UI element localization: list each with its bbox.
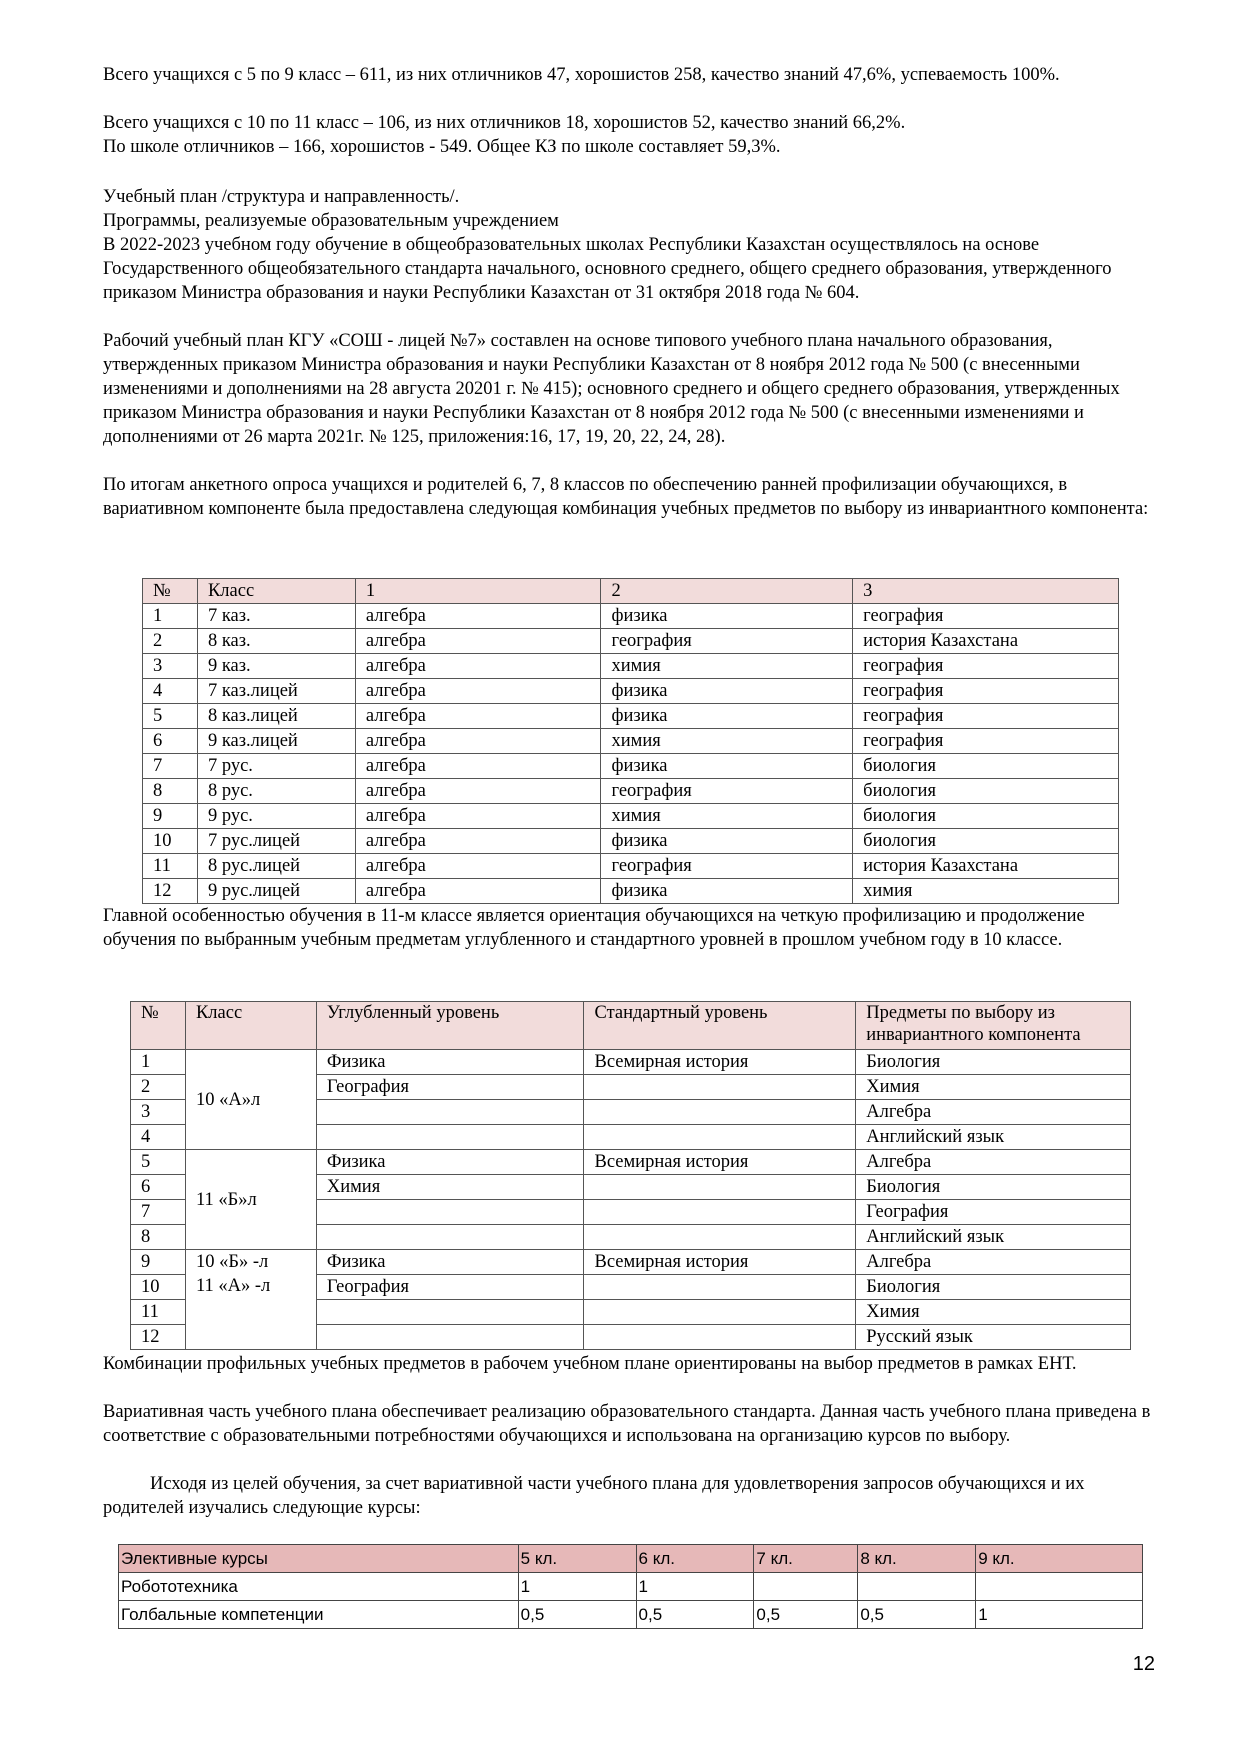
table-cell: 0,5 xyxy=(858,1601,976,1629)
subject-combination-table xyxy=(142,578,1119,904)
header-cell: Класс xyxy=(197,579,355,604)
table-cell: 9 рус.лицей xyxy=(197,879,355,904)
table-cell: Английский язык xyxy=(856,1125,1131,1150)
table-cell: Химия xyxy=(856,1075,1131,1100)
table-cell: География xyxy=(856,1200,1131,1225)
class-cell: 11 «Б»л xyxy=(185,1150,316,1250)
paragraph-stats-10-11: Всего учащихся с 10 по 11 класс – 106, из них отличников 18, хорошистов 52, качество знаний 66,2%. xyxy=(103,113,906,133)
table-cell xyxy=(584,1300,856,1325)
table-cell: химия xyxy=(601,729,853,754)
table-cell: Алгебра xyxy=(856,1150,1131,1175)
table-row xyxy=(131,1050,1131,1075)
table-cell: география xyxy=(601,779,853,804)
table-cell: Робототехника xyxy=(119,1573,519,1601)
table-cell xyxy=(316,1125,584,1150)
table-cell: 8 каз.лицей xyxy=(197,704,355,729)
table-cell: Алгебра xyxy=(856,1250,1131,1275)
table-cell xyxy=(584,1175,856,1200)
table-cell xyxy=(316,1325,584,1350)
table-cell: 8 xyxy=(131,1225,186,1250)
table-row xyxy=(143,704,1119,729)
table-cell: 2 xyxy=(131,1075,186,1100)
table-cell: алгебра xyxy=(355,704,601,729)
table-cell: алгебра xyxy=(355,654,601,679)
table-cell: химия xyxy=(601,804,853,829)
table-cell: алгебра xyxy=(355,679,601,704)
table-cell: алгебра xyxy=(355,804,601,829)
table-cell: физика xyxy=(601,754,853,779)
header-cell: 1 xyxy=(355,579,601,604)
table-cell: биология xyxy=(853,829,1119,854)
table-cell: 11 xyxy=(143,854,198,879)
table-cell xyxy=(584,1225,856,1250)
table-cell: 9 xyxy=(143,804,198,829)
table-cell: география xyxy=(853,704,1119,729)
table-cell: Биология xyxy=(856,1275,1131,1300)
table-cell: 6 xyxy=(143,729,198,754)
header-cell: № xyxy=(131,1002,186,1050)
profile-subjects-rows xyxy=(131,1050,1131,1350)
table-cell: Алгебра xyxy=(856,1100,1131,1125)
table-cell: алгебра xyxy=(355,604,601,629)
table-row xyxy=(143,854,1119,879)
table-header-row xyxy=(131,1002,1131,1050)
table-cell: Физика xyxy=(316,1050,584,1075)
table-cell: биология xyxy=(853,779,1119,804)
table-cell xyxy=(316,1200,584,1225)
table-row xyxy=(143,629,1119,654)
table-cell: история Казахстана xyxy=(853,629,1119,654)
table-cell xyxy=(584,1325,856,1350)
table-cell: алгебра xyxy=(355,754,601,779)
table-cell: 5 xyxy=(131,1150,186,1175)
table-cell: физика xyxy=(601,829,853,854)
table-cell: химия xyxy=(601,654,853,679)
table-cell: география xyxy=(601,854,853,879)
table-cell: Всемирная история xyxy=(584,1150,856,1175)
table-cell: алгебра xyxy=(355,829,601,854)
table-cell: алгебра xyxy=(355,629,601,654)
page-number: 12 xyxy=(1132,1653,1155,1675)
header-cell: Стандартный уровень xyxy=(584,1002,856,1050)
table-row xyxy=(143,779,1119,804)
table-cell: физика xyxy=(601,679,853,704)
table-header-row xyxy=(143,579,1119,604)
table-cell: физика xyxy=(601,704,853,729)
table-row xyxy=(143,604,1119,629)
table-cell: Биология xyxy=(856,1050,1131,1075)
table-row xyxy=(143,804,1119,829)
table-cell: 7 каз. xyxy=(197,604,355,629)
class-line: 10 «Б» -л xyxy=(195,1252,269,1272)
table-cell: 11 xyxy=(131,1300,186,1325)
table-cell: 1 xyxy=(518,1573,636,1601)
table-cell: история Казахстана xyxy=(853,854,1119,879)
table-cell: География xyxy=(316,1075,584,1100)
table-cell xyxy=(316,1100,584,1125)
table-row xyxy=(119,1601,1143,1629)
table-cell xyxy=(584,1200,856,1225)
table-cell: Русский язык xyxy=(856,1325,1131,1350)
table-cell: алгебра xyxy=(355,879,601,904)
table-row xyxy=(143,879,1119,904)
header-cell: Предметы по выбору из инвариантного компонента xyxy=(856,1002,1131,1050)
header-cell: 6 кл. xyxy=(636,1545,754,1573)
table-cell: география xyxy=(853,729,1119,754)
table-row xyxy=(131,1250,1131,1275)
table-cell xyxy=(754,1573,858,1601)
table-cell: 8 рус. xyxy=(197,779,355,804)
table-cell: 1 xyxy=(976,1601,1143,1629)
table-cell xyxy=(976,1573,1143,1601)
table-cell: 1 xyxy=(131,1050,186,1075)
table-cell: 7 рус.лицей xyxy=(197,829,355,854)
table-cell: 7 xyxy=(143,754,198,779)
header-cell: 3 xyxy=(853,579,1119,604)
table-cell xyxy=(316,1300,584,1325)
table-cell: физика xyxy=(601,879,853,904)
table-cell: Химия xyxy=(316,1175,584,1200)
header-cell: Класс xyxy=(185,1002,316,1050)
table-cell: 4 xyxy=(131,1125,186,1150)
paragraph-combinations: Комбинации профильных учебных предметов в рабочем учебном плане ориентированы на выбор предметов в рамках ЕНТ. xyxy=(103,1354,1077,1374)
table-cell: 8 xyxy=(143,779,198,804)
table-cell: химия xyxy=(853,879,1119,904)
table-cell xyxy=(584,1100,856,1125)
table-cell: 0,5 xyxy=(518,1601,636,1629)
table-row xyxy=(131,1150,1131,1175)
table-row xyxy=(143,654,1119,679)
table-cell: география xyxy=(601,629,853,654)
table-cell xyxy=(584,1125,856,1150)
table-cell: Всемирная история xyxy=(584,1250,856,1275)
table-cell: 7 xyxy=(131,1200,186,1225)
table-row xyxy=(119,1573,1143,1601)
header-cell: № xyxy=(143,579,198,604)
paragraph-programs-heading: Программы, реализуемые образовательным учреждением xyxy=(103,211,559,231)
table-cell: 7 рус. xyxy=(197,754,355,779)
table-cell: 12 xyxy=(131,1325,186,1350)
paragraph-stats-5-9: Всего учащихся с 5 по 9 класс – 611, из них отличников 47, хорошистов 258, качество знаний 47,6%, успеваемость 100%. xyxy=(103,65,1060,85)
table-cell: Голбальные компетенции xyxy=(119,1601,519,1629)
paragraph-working-plan: Рабочий учебный план КГУ «СОШ - лицей №7» составлен на основе типового учебного плана начального образования, утвержденных приказом Министра образования и науки Республики Казахстан от 8 ноября 2012 года № 500 (с внесенными изменениями и дополнениями на 28 августа 20201 г. № 415); основного среднего и общего среднего образования, утвержденных приказом Министра образования и науки Республики Казахстан от 8 ноября 2012 года № 500 (с внесенными изменениями и дополнениями от 26 марта 2021г. № 125, приложения:16, 17, 19, 20, 22, 24, 28). xyxy=(103,331,1120,447)
table-cell: Химия xyxy=(856,1300,1131,1325)
table-cell: физика xyxy=(601,604,853,629)
table-cell: 2 xyxy=(143,629,198,654)
table-cell: Английский язык xyxy=(856,1225,1131,1250)
table-cell: 1 xyxy=(143,604,198,629)
header-cell: 7 кл. xyxy=(754,1545,858,1573)
table-cell: 5 xyxy=(143,704,198,729)
header-cell: Элективные курсы xyxy=(119,1545,519,1573)
table-cell: 8 каз. xyxy=(197,629,355,654)
table-cell: Физика xyxy=(316,1150,584,1175)
table-cell: 9 каз. xyxy=(197,654,355,679)
subject-combination-rows xyxy=(143,604,1119,904)
table-cell xyxy=(584,1275,856,1300)
table-cell: биология xyxy=(853,804,1119,829)
elective-courses-rows xyxy=(119,1573,1143,1629)
elective-courses-table xyxy=(118,1544,1143,1629)
class-cell: 10 «А»л xyxy=(185,1050,316,1150)
table-cell: 9 рус. xyxy=(197,804,355,829)
table-cell: география xyxy=(853,604,1119,629)
paragraph-standard: В 2022-2023 учебном году обучение в общеобразовательных школах Республики Казахстан осуществлялось на основе Государственного общеобязательного стандарта начального, основного среднего, общего среднего образования, утвержденного приказом Министра образования и науки Республики Казахстан от 31 октября 2018 года № 604. xyxy=(103,235,1112,303)
table-cell: Биология xyxy=(856,1175,1131,1200)
table-cell: География xyxy=(316,1275,584,1300)
header-cell: 2 xyxy=(601,579,853,604)
table-cell: 8 рус.лицей xyxy=(197,854,355,879)
table-row xyxy=(143,679,1119,704)
table-cell: 1 xyxy=(636,1573,754,1601)
table-cell: география xyxy=(853,654,1119,679)
table-cell: биология xyxy=(853,754,1119,779)
class-line: 11 «А» -л xyxy=(195,1276,271,1296)
paragraph-curriculum-heading: Учебный план /структура и направленность/. xyxy=(103,187,460,207)
table-row xyxy=(143,754,1119,779)
table-row xyxy=(143,729,1119,754)
table-cell: 3 xyxy=(131,1100,186,1125)
profile-subjects-table xyxy=(130,1001,1131,1350)
table-cell: 3 xyxy=(143,654,198,679)
table-cell: алгебра xyxy=(355,729,601,754)
table-cell: 9 каз.лицей xyxy=(197,729,355,754)
table-cell: 0,5 xyxy=(636,1601,754,1629)
table-row xyxy=(143,829,1119,854)
table-cell: 10 xyxy=(143,829,198,854)
table-cell xyxy=(858,1573,976,1601)
paragraph-grade-11: Главной особенностью обучения в 11-м классе является ориентация обучающихся на четкую профилизацию и продолжение обучения по выбранным учебным предметам углубленного и стандартного уровней в прошлом учебном году в 10 классе. xyxy=(103,906,1085,950)
table-cell: Всемирная история xyxy=(584,1050,856,1075)
table-cell xyxy=(316,1225,584,1250)
table-cell: 4 xyxy=(143,679,198,704)
class-cell xyxy=(185,1250,316,1350)
paragraph-stats-school: По школе отличников – 166, хорошистов - 549. Общее КЗ по школе составляет 59,3%. xyxy=(103,137,781,157)
table-cell: 12 xyxy=(143,879,198,904)
table-cell: 0,5 xyxy=(754,1601,858,1629)
paragraph-courses: Исходя из целей обучения, за счет вариативной части учебного плана для удовлетворения запросов обучающихся и их родителей изучались следующие курсы: xyxy=(103,1474,1085,1518)
table-cell xyxy=(584,1075,856,1100)
table-cell: алгебра xyxy=(355,854,601,879)
header-cell: 9 кл. xyxy=(976,1545,1143,1573)
header-cell: 5 кл. xyxy=(518,1545,636,1573)
table-cell: Физика xyxy=(316,1250,584,1275)
header-cell: 8 кл. xyxy=(858,1545,976,1573)
table-header-row xyxy=(119,1545,1143,1573)
header-cell: Углубленный уровень xyxy=(316,1002,584,1050)
paragraph-variative: Вариативная часть учебного плана обеспечивает реализацию образовательного стандарта. Данная часть учебного плана приведена в соответствие с образовательными потребностями обучающихся и использована на организацию курсов по выбору. xyxy=(103,1402,1151,1446)
table-cell: география xyxy=(853,679,1119,704)
table-cell: 9 xyxy=(131,1250,186,1275)
paragraph-survey: По итогам анкетного опроса учащихся и родителей 6, 7, 8 классов по обеспечению ранней профилизации обучающихся, в вариативном компоненте была предоставлена следующая комбинация учебных предметов по выбору из инвариантного компонента: xyxy=(103,475,1149,519)
table-cell: 6 xyxy=(131,1175,186,1200)
table-cell: алгебра xyxy=(355,779,601,804)
table-cell: 10 xyxy=(131,1275,186,1300)
table-cell: 7 каз.лицей xyxy=(197,679,355,704)
